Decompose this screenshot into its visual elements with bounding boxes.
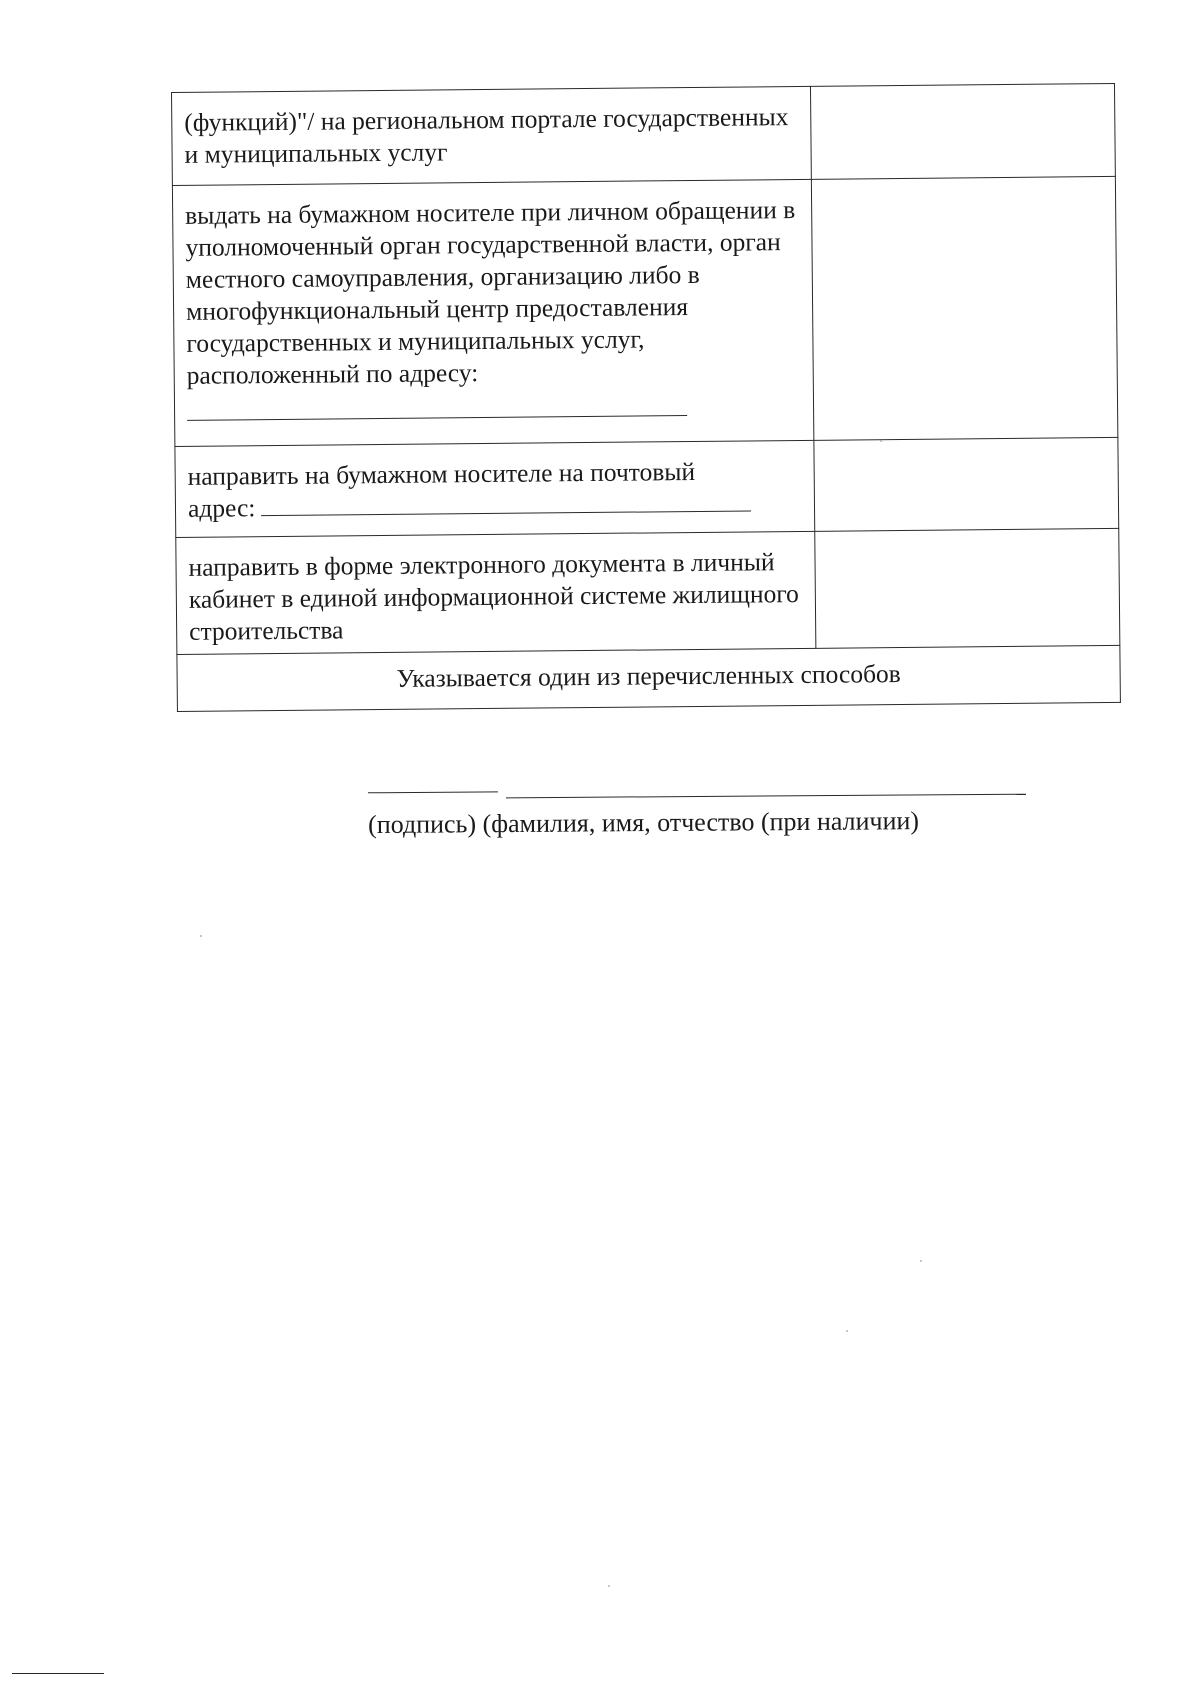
scan-speck	[846, 1330, 848, 1332]
scan-speck	[608, 1585, 610, 1587]
footnote-separator	[12, 1673, 104, 1674]
option-text-tail: адрес:	[187, 493, 256, 523]
table-row	[172, 176, 1117, 446]
mark-cell[interactable]	[814, 437, 1119, 531]
table-row	[172, 83, 1116, 185]
option-cell-paper-by-mail	[175, 440, 815, 537]
signature-blank-line[interactable]	[368, 791, 498, 793]
delivery-method-table	[171, 83, 1121, 712]
mark-cell[interactable]	[811, 83, 1116, 179]
mark-cell[interactable]	[815, 528, 1120, 648]
option-text: направить на бумажном носителе на почтовый	[187, 456, 696, 491]
scan-speck	[880, 440, 882, 442]
option-cell-paper-in-person	[172, 179, 814, 446]
table-note: Указывается один из перечисленных способов	[177, 645, 1121, 711]
full-name-blank-line[interactable]	[506, 794, 1026, 799]
signature-caption: (подпись) (фамилия, имя, отчество (при наличии)	[368, 806, 920, 839]
mark-cell[interactable]	[812, 176, 1118, 440]
postal-address-blank-line[interactable]	[261, 488, 751, 516]
option-text: (функций)"/ на региональном портале государственных и муниципальных услуг	[184, 102, 789, 169]
scan-speck	[200, 935, 202, 937]
option-text: направить в форме электронного документа в личный кабинет в единой информационной системе жилищного строительства	[188, 547, 799, 646]
scan-speck	[920, 1260, 922, 1262]
option-cell-regional-portal	[172, 86, 812, 185]
table-note-row	[177, 645, 1121, 711]
table-row	[176, 528, 1120, 654]
option-cell-electronic	[176, 531, 816, 654]
option-text: выдать на бумажном носителе при личном обращении в уполномоченный орган государственной власти, орган местного самоуправления, организацию либо в многофункциональный центр предоставления государственных и муниципальных услуг, расположенный по адресу:	[185, 195, 796, 390]
table-row	[175, 437, 1119, 537]
address-blank-line[interactable]	[187, 393, 687, 421]
